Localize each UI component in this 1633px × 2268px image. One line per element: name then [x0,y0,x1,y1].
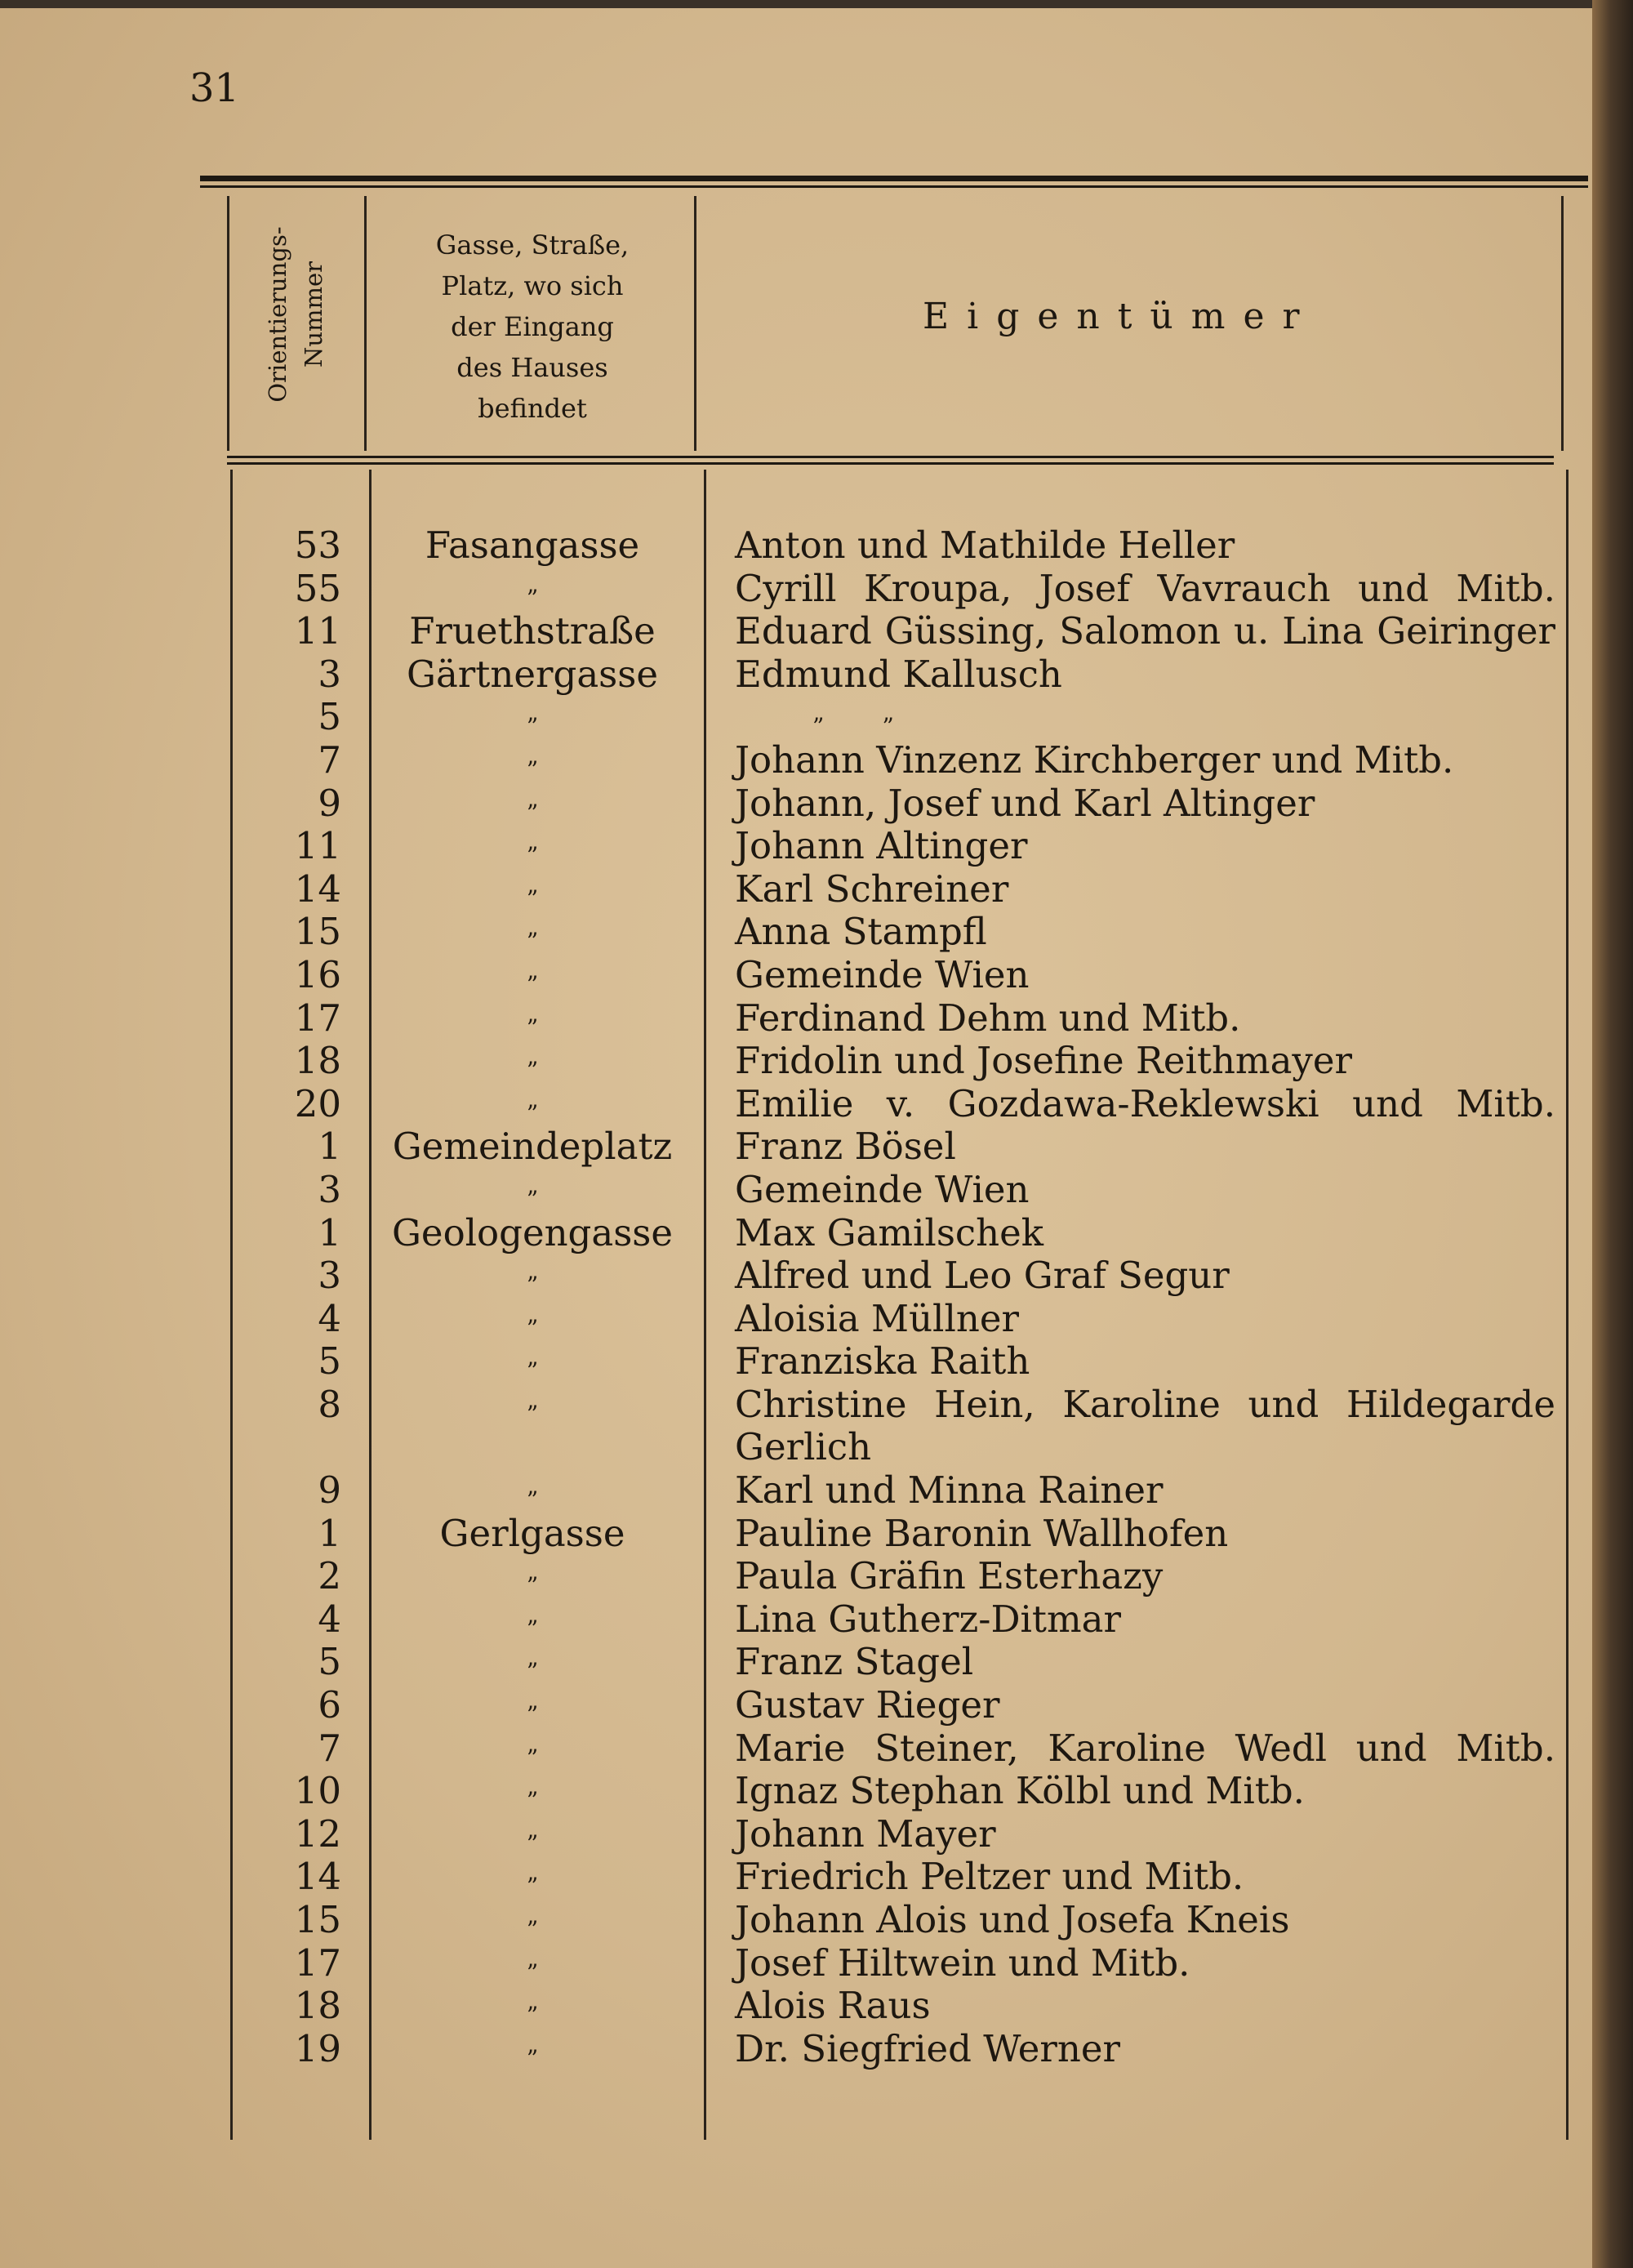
ditto-mark-text: ” [526,1787,539,1815]
ditto-mark-text: ” [526,1658,539,1686]
table-row [0,1770,1592,1813]
ditto-mark-text: ” [526,1014,539,1041]
header-line: Orientierungs- [264,226,291,403]
ditto-mark [369,1384,696,1432]
table-row [0,782,1592,826]
owner-name: Alfred und Leo Graf Segur [735,1254,1230,1298]
book-spine [1592,0,1633,2268]
ditto-mark-text: ” [526,584,539,612]
table-row [0,954,1592,997]
owner-name: Christine Hein, Karoline und Hildegarde Gerlich [735,1382,1555,1469]
ditto-mark [369,1040,696,1088]
table-top-rule [200,176,1588,181]
owner-name: Lina Gutherz-Ditmar [735,1597,1122,1641]
ditto-mark [369,954,696,1002]
owner-name: Alois Raus [735,1984,931,2028]
orientation-number: 5 [318,1640,341,1684]
orientation-number: 1 [318,1125,341,1169]
orientation-number: 3 [318,1254,341,1298]
header-line: Nummer [300,261,327,368]
owner-name: Ignaz Stephan Kölbl und Mitb. [735,1769,1305,1813]
ditto-mark [369,1856,696,1904]
orientation-number: 11 [294,609,341,653]
table-row [0,1340,1592,1384]
ditto-mark [369,1340,696,1388]
orientation-number: 3 [318,652,341,696]
orientation-number: 2 [318,1554,341,1598]
owner-name: Franz Stagel [735,1640,974,1684]
ditto-mark [369,1727,696,1776]
owner-name: Gustav Rieger [735,1683,1000,1727]
ditto-mark [369,1942,696,1990]
table-row [0,1212,1592,1255]
owner-name: Cyrill Kroupa, Josef Vavrauch und Mitb. [735,566,1555,610]
owner-name: Gemeinde Wien [735,952,1030,996]
ditto-mark-text: ” [526,1357,539,1385]
orientation-number: 9 [318,1468,341,1513]
ditto-mark [369,997,696,1045]
owner-name: Fridolin und Josefine Reithmayer [735,1039,1352,1083]
ditto-mark-text: ” [526,1099,539,1127]
ditto-mark-text: ” [526,2044,539,2072]
orientation-number: 14 [294,1855,341,1899]
owner-name: Marie Steiner, Karoline Wedl und Mitb. [735,1726,1555,1770]
ditto-mark-text: ” [526,1057,539,1085]
ditto-mark-text: ” [526,1873,539,1900]
owner-name: Karl Schreiner [735,867,1009,911]
header-line: Gasse, Straße, [435,229,630,261]
header-bottom-rule-inner [227,462,1554,465]
table-row [0,1169,1592,1212]
column-header-street [369,225,696,429]
owner-ditto-marks: ” ” [812,713,894,741]
orientation-number: 8 [318,1382,341,1426]
owner-name: Johann Altinger [735,824,1028,868]
ditto-mark-text: ” [526,2002,539,2030]
orientation-number: 53 [294,524,341,567]
column-header-orientation-number [214,196,377,433]
owner-name: Paula Gräfin Esterhazy [735,1554,1164,1598]
orientation-number: 15 [294,1898,341,1941]
ditto-mark [369,1254,696,1303]
orientation-number: 10 [294,1769,341,1813]
page-top-edge [0,0,1596,8]
owner-name: Franz Bösel [735,1125,956,1169]
ditto-mark-text: ” [526,928,539,956]
owner-name: Ferdinand Dehm und Mitb. [735,996,1241,1040]
ditto-mark-text: ” [526,713,539,741]
ditto-mark-text: ” [526,842,539,870]
owner-name: Johann Vinzenz Kirchberger und Mitb. [735,737,1454,782]
table-row [0,1555,1592,1598]
orientation-number: 3 [318,1167,341,1211]
orientation-number: 18 [294,1039,341,1083]
owner-name [735,696,1633,744]
ditto-mark [369,825,696,873]
table-row [0,997,1592,1040]
owner-name: Gemeinde Wien [735,1167,1030,1211]
header-bottom-rule [227,456,1554,458]
column-header-owner: Eigentümer [923,296,1318,337]
ditto-mark-text: ” [526,1314,539,1342]
table-row [0,696,1592,739]
table-row [0,1384,1592,1469]
orientation-number: 7 [318,1726,341,1770]
table-row [0,1083,1592,1126]
table-row [0,2028,1592,2071]
ditto-mark [369,1899,696,1947]
page-number: 31 [189,65,240,111]
table-row [0,825,1592,868]
orientation-number: 1 [318,1210,341,1254]
orientation-number: 5 [318,1339,341,1384]
table-row [0,1125,1592,1169]
table-top-rule-inner [200,185,1588,188]
table-row [0,524,1592,568]
table-row [0,1727,1592,1771]
owner-name: Aloisia Müllner [735,1296,1019,1340]
header-line: Platz, wo sich [441,270,624,301]
owner-name: Johann, Josef und Karl Altinger [735,781,1315,825]
table-row [0,610,1592,653]
orientation-number: 5 [318,695,341,739]
owner-name: Eduard Güssing, Salomon u. Lina Geiringer [735,609,1555,653]
header-line: befindet [478,393,587,424]
ditto-mark-text: ” [526,884,539,912]
ditto-mark-text: ” [526,1486,539,1514]
ditto-mark [369,1641,696,1689]
ditto-mark [369,782,696,831]
street-name: Fruethstraße [409,609,656,653]
ditto-mark-text: ” [526,1572,539,1600]
table-row [0,1813,1592,1856]
ditto-mark-text: ” [526,1615,539,1642]
ditto-mark-text: ” [526,970,539,998]
table-row [0,868,1592,911]
street-name: Gerlgasse [439,1511,625,1555]
column-divider [1561,196,1564,451]
ditto-mark-text: ” [526,1272,539,1299]
table-row [0,1040,1592,1083]
orientation-number: 14 [294,867,341,911]
table-row [0,653,1592,697]
owner-name: Johann Mayer [735,1811,996,1856]
table-row [0,1899,1592,1942]
orientation-number: 15 [294,910,341,954]
ditto-mark-text: ” [526,1400,539,1428]
orientation-number: 6 [318,1683,341,1727]
ditto-mark [369,1555,696,1603]
ditto-mark [369,911,696,959]
orientation-number: 4 [318,1296,341,1340]
ditto-mark [369,1083,696,1131]
ditto-mark [369,1469,696,1517]
table-row [0,1598,1592,1642]
owner-name: Max Gamilschek [735,1210,1043,1254]
orientation-number: 19 [294,2026,341,2070]
orientation-number: 1 [318,1511,341,1555]
owner-name: Anna Stampfl [735,910,987,954]
orientation-number: 12 [294,1811,341,1856]
owner-name: Johann Alois und Josefa Kneis [735,1898,1290,1941]
table-row [0,1684,1592,1727]
ditto-mark-text: ” [526,1958,539,1986]
owner-name: Dr. Siegfried Werner [735,2026,1121,2070]
table-row [0,1942,1592,1985]
orientation-number: 16 [294,952,341,996]
ditto-mark [369,1598,696,1646]
owner-name: Karl und Minna Rainer [735,1468,1164,1513]
ditto-mark [369,1985,696,2033]
ditto-mark [369,1169,696,1217]
table-row [0,1298,1592,1341]
ditto-mark [369,1684,696,1732]
table-row [0,1469,1592,1513]
ditto-mark [369,696,696,744]
orientation-number: 7 [318,737,341,782]
ditto-mark [369,1813,696,1861]
table-row [0,1856,1592,1899]
ditto-mark-text: ” [526,1701,539,1729]
ditto-mark [369,739,696,787]
ditto-mark-text: ” [526,1185,539,1213]
table-row [0,1254,1592,1298]
ditto-mark [369,868,696,916]
orientation-number: 9 [318,781,341,825]
ditto-mark [369,568,696,616]
street-name: Gemeindeplatz [392,1125,673,1169]
table-row [0,568,1592,611]
ditto-mark-text: ” [526,1916,539,1943]
ditto-mark-text: ” [526,1744,539,1771]
table-row [0,1641,1592,1684]
table-row [0,1513,1592,1556]
owner-name: Pauline Baronin Wallhofen [735,1511,1229,1555]
street-name: Gärtnergasse [407,652,658,696]
street-name: Fasangasse [425,524,640,567]
orientation-number: 18 [294,1984,341,2028]
table-row [0,911,1592,954]
owner-name: Friedrich Peltzer und Mitb. [735,1855,1244,1899]
owner-name: Emilie v. Gozdawa-Reklewski und Mitb. [735,1081,1555,1125]
owner-name: Josef Hiltwein und Mitb. [735,1940,1190,1985]
table-row [0,1985,1592,2028]
header-line: des Hauses [456,352,608,383]
ditto-mark [369,1770,696,1818]
ditto-mark-text: ” [526,1829,539,1857]
ditto-mark-text: ” [526,799,539,827]
orientation-number: 17 [294,1940,341,1985]
orientation-number: 17 [294,996,341,1040]
header-line: der Eingang [451,311,614,342]
table-row [0,739,1592,782]
ditto-mark-text: ” [526,755,539,783]
orientation-number: 20 [294,1081,341,1125]
ditto-mark [369,2028,696,2076]
orientation-number: 55 [294,566,341,610]
orientation-number: 4 [318,1597,341,1641]
owner-name: Edmund Kallusch [735,652,1062,696]
street-name: Geologengasse [391,1210,674,1254]
owner-name: Anton und Mathilde Heller [735,524,1235,567]
ditto-mark [369,1298,696,1346]
register-table-body [0,524,1592,2070]
orientation-number: 11 [294,824,341,868]
owner-name: Franziska Raith [735,1339,1030,1384]
